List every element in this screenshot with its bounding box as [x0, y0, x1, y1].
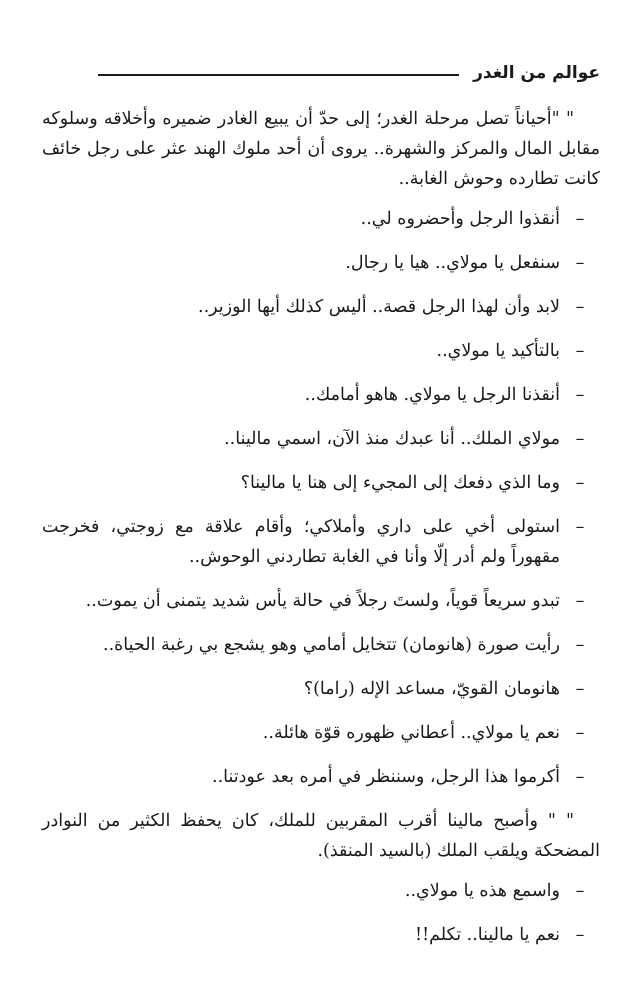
running-header — [98, 58, 600, 88]
dialogue-line — [42, 876, 600, 906]
dialogue-text: هانومان القويّ، مساعد الإله (راما)؟ — [303, 679, 560, 699]
dialogue-text: وما الذي دفعك إلى المجيء إلى هنا يا مالينا؟ — [240, 473, 560, 493]
dialogue-text: تبدو سريعاً قوياً، ولستَ رجلاً في حالة يأس شديد يتمنى أن يموت.. — [85, 591, 560, 611]
dialogue-line — [42, 718, 600, 748]
dialogue-dash: – — [575, 881, 585, 901]
dialogue-line — [42, 512, 600, 572]
narrative-paragraph: " "أحياناً تصل مرحلة الغدر؛ إلى حدّ أن يبيع الغادر ضميره وأخلاقه وسلوكه مقابل المال والمركز والشهرة.. يروى أن أحد ملوك الهند عثر على رجل خائف كانت تطارده وحوش الغابة.. — [42, 109, 600, 189]
dialogue-text: بالتأكيد يا مولاي.. — [436, 341, 560, 361]
dialogue-text: أنقذوا الرجل وأحضروه لي.. — [360, 209, 560, 229]
book-title: عوالم من الغدر — [473, 63, 600, 83]
dialogue-line — [42, 380, 600, 410]
dialogue-line — [42, 292, 600, 322]
dialogue-dash: – — [575, 591, 585, 611]
dialogue-dash: – — [575, 473, 585, 493]
header-rule — [98, 74, 459, 76]
dialogue-dash: – — [575, 635, 585, 655]
dialogue-text: استولى أخي على داري وأملاكي؛ وأقام علاقة مع زوجتي، فخرجت مقهوراً ولم أدر إلّا وأنا في الغابة تطاردني الوحوش.. — [42, 517, 560, 567]
dialogue-dash: – — [575, 429, 585, 449]
dialogue-line — [42, 468, 600, 498]
dialogue-text: أنقذنا الرجل يا مولاي. هاهو أمامك.. — [304, 385, 560, 405]
dialogue-dash: – — [575, 253, 585, 273]
dialogue-line — [42, 586, 600, 616]
dialogue-text: نعم يا مولاي.. أعطاني ظهوره قوّة هائلة.. — [262, 723, 560, 743]
dialogue-line — [42, 674, 600, 704]
dialogue-dash: – — [575, 679, 585, 699]
dialogue-dash: – — [575, 925, 585, 945]
page-body — [42, 104, 600, 964]
dialogue-text: أكرموا هذا الرجل، وسننظر في أمره بعد عودتنا.. — [212, 767, 560, 787]
dialogue-text: سنفعل يا مولاي.. هيا يا رجال. — [345, 253, 560, 273]
dialogue-dash: – — [575, 341, 585, 361]
narrative-paragraph: " " وأصبح مالينا أقرب المقربين للملك، كان يحفظ الكثير من النوادر المضحكة ويلقب الملك (بالسيد المنقذ). — [42, 811, 600, 861]
dialogue-text: نعم يا مالينا.. تكلم!! — [415, 925, 560, 945]
dialogue-line — [42, 204, 600, 234]
dialogue-text: مولاي الملك.. أنا عبدك منذ الآن، اسمي مالينا.. — [224, 429, 560, 449]
dialogue-line — [42, 424, 600, 454]
dialogue-text: لابد وأن لهذا الرجل قصة.. أليس كذلك أيها الوزير.. — [198, 297, 560, 317]
dialogue-dash: – — [575, 767, 585, 787]
dialogue-line — [42, 248, 600, 278]
dialogue-line — [42, 920, 600, 950]
dialogue-text: رأيت صورة (هانومان) تتخايل أمامي وهو يشجع بي رغبة الحياة.. — [103, 635, 560, 655]
dialogue-dash: – — [575, 517, 585, 537]
dialogue-dash: – — [575, 297, 585, 317]
dialogue-dash: – — [575, 723, 585, 743]
dialogue-text: واسمع هذه يا مولاي.. — [404, 881, 560, 901]
dialogue-line — [42, 630, 600, 660]
dialogue-line — [42, 336, 600, 366]
dialogue-line — [42, 762, 600, 792]
dialogue-dash: – — [575, 209, 585, 229]
dialogue-dash: – — [575, 385, 585, 405]
